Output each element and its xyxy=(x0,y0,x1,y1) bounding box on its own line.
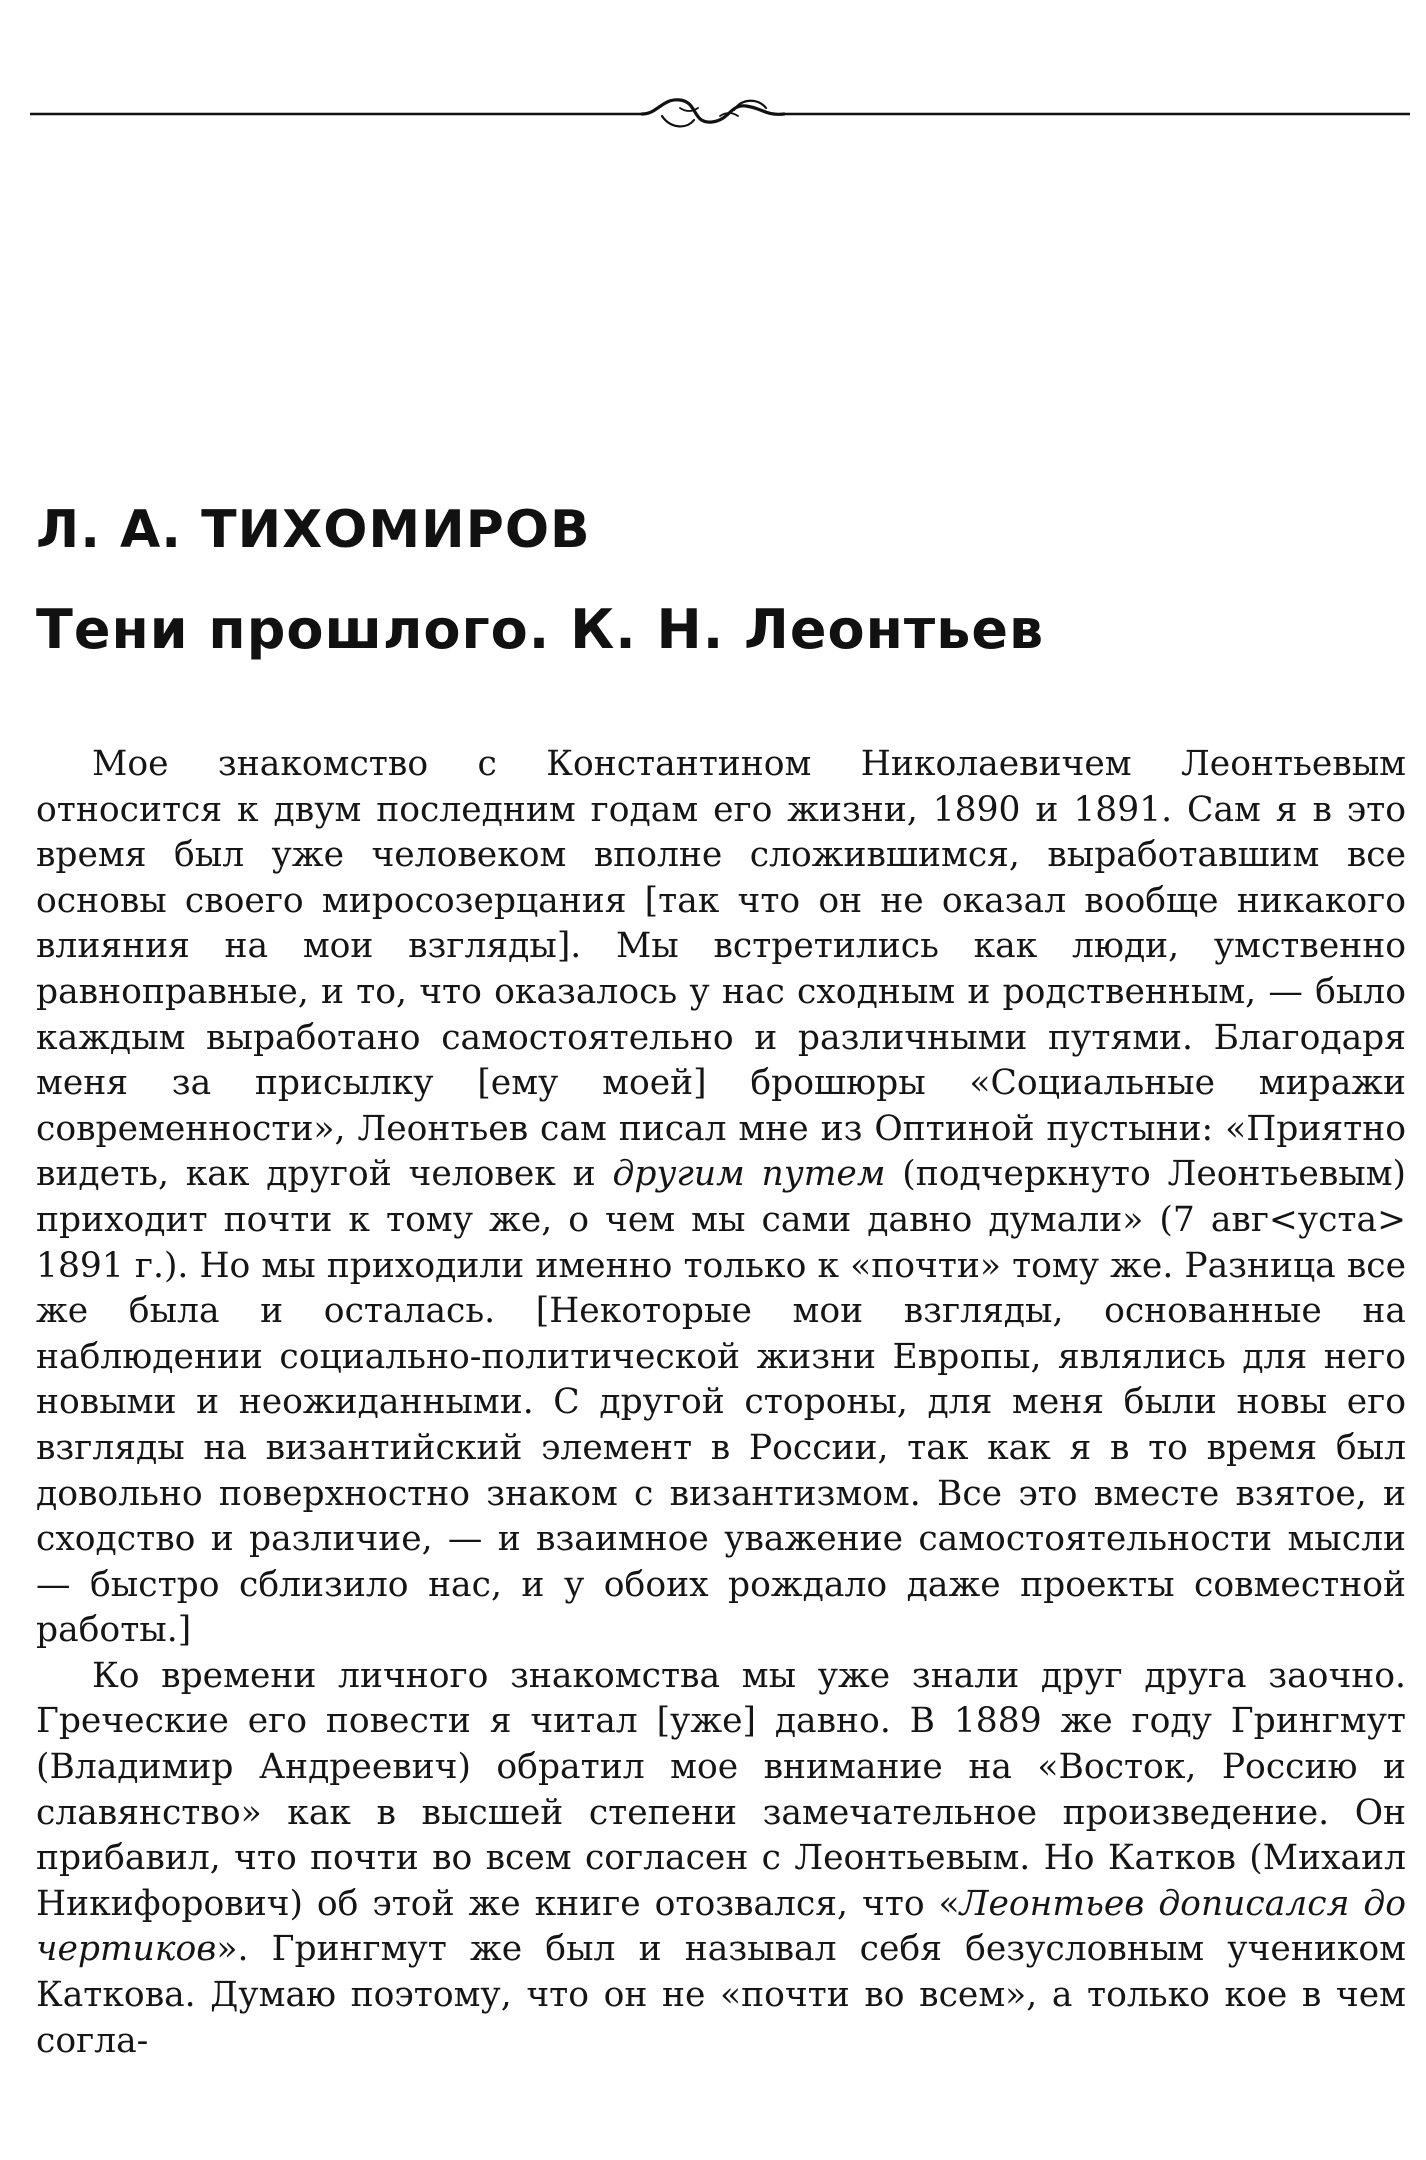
emphasis-text: другим путем xyxy=(612,1154,886,1195)
ornamental-rule xyxy=(30,86,1410,146)
paragraph-text: ». Грингмут же был и называл себя безусловным учеником Каткова. Думаю поэтому, что он не «почти во всем», а только кое в чем согла- xyxy=(36,1929,1406,2061)
flourish-icon xyxy=(642,100,784,127)
paragraph-text: Мое знакомство с Константином Николаевичем Леонтьевым относится к двум последним годам его жизни, 1890 и 1891. Сам я в это время был уже человеком вполне сложившимся, выработавшим все основы своего миросозерцания [так что он не оказал вообще никакого влияния на мои взгляды]. Мы встретились как люди, умственно равноправные, и то, что оказалось у нас сходным и родственным, — было каждым выработано самостоятельно и различными путями. Благодаря меня за присылку [ему моей] брошюры «Социальные миражи современности», Леонтьев сам писал мне из Оптиной пустыни: «Приятно видеть, как другой человек и xyxy=(36,744,1406,1195)
emphasis-text: Леонтьев дописался до чертиков xyxy=(36,1883,1406,1970)
paragraph-text: (подчеркнуто Леонтьевым) приходит почти к тому же, о чем мы сами давно думали» (7 авг<уста> 1891 г.). Но мы приходили именно только к «почти» тому же. Разница все же была и осталась. [Некоторые мои взгляды, основанные на наблюдении социально-политической жизни Европы, являлись для него новыми и неожиданными. С другой стороны, для меня были новы его взгляды на византийский элемент в России, так как я в то время был довольно поверхностно знаком с византизмом. Все это вместе взятое, и сходство и различие, — и взаимное уважение самостоятельности мысли — быстро сблизило нас, и у обоих рождало даже проекты совместной работы.] xyxy=(36,1154,1407,1651)
author-name: Л. А. ТИХОМИРОВ xyxy=(36,500,591,560)
chapter-title: Тени прошлого. К. Н. Леонтьев xyxy=(36,598,1045,661)
paragraph xyxy=(36,742,1406,1654)
article-body xyxy=(36,742,1406,2064)
paragraph xyxy=(36,1654,1406,2064)
paragraph-text: Ко времени личного знакомства мы уже знали друг друга заочно. Греческие его повести я читал [уже] давно. В 1889 же году Грингмут (Владимир Андреевич) обратил мое внимание на «Восток, Россию и славянство» как в высшей степени замечательное произведение. Он прибавил, что почти во всем согласен с Леонтьевым. Но Катков (Михаил Никифорович) об этой же книге отозвался, что « xyxy=(36,1655,1406,1924)
